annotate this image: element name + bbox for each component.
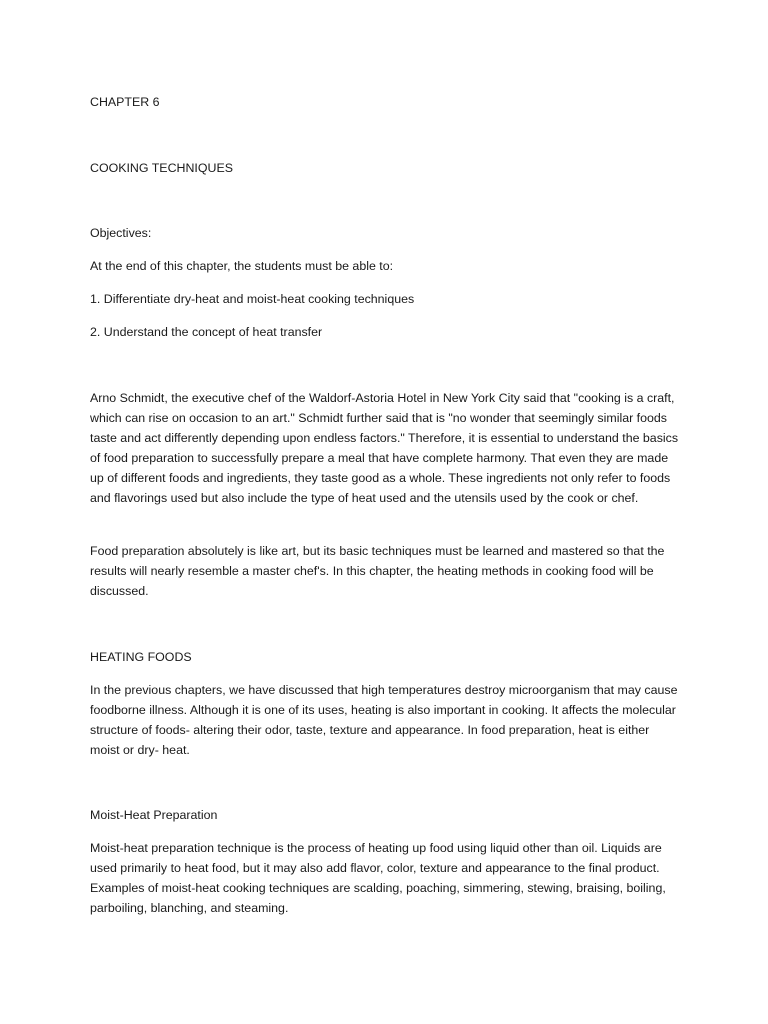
section-heading-heating-foods: HEATING FOODS xyxy=(90,650,192,664)
intro-paragraph-2: Food preparation absolutely is like art, but its basic techniques must be learned and mastered so that the results will nearly resemble a master chef's. In this chapter, the heating methods in cooking food will be discussed. xyxy=(90,544,665,598)
intro-paragraph-1: Arno Schmidt, the executive chef of the Waldorf-Astoria Hotel in New York City said that "cooking is a craft, which can rise on occasion to an art." Schmidt further said that is "no wonder that seemingly similar foods taste and act differently depending upon endless factors." Therefore, it is essential to understand the basics of food preparation to successfully prepare a meal that have complete harmony. That even they are made up of different foods and ingredients, they taste good as a whole. These ingredients not only refer to foods and flavorings used but also include the type of heat used and the utensils used by the cook or chef. xyxy=(90,391,679,505)
heating-foods-paragraph: In the previous chapters, we have discussed that high temperatures destroy microorganism that may cause foodborne illness. Although it is one of its uses, heating is also important in cooking. It affects the molecular structure of foods- altering their odor, taste, texture and appearance. In food preparation, heat is either moist or dry- heat. xyxy=(90,683,678,757)
objectives-intro: At the end of this chapter, the students must be able to: xyxy=(90,259,394,273)
section-heading-moist-heat: Moist-Heat Preparation xyxy=(90,808,218,822)
chapter-label: CHAPTER 6 xyxy=(90,95,160,109)
chapter-title: COOKING TECHNIQUES xyxy=(90,161,233,175)
objective-item-2: 2. Understand the concept of heat transfer xyxy=(90,325,323,339)
objective-item-1: 1. Differentiate dry-heat and moist-heat cooking techniques xyxy=(90,292,415,306)
objectives-heading: Objectives: xyxy=(90,226,152,240)
moist-heat-paragraph: Moist-heat preparation technique is the process of heating up food using liquid other than oil. Liquids are used primarily to heat food, but it may also add flavor, color, texture and appearance to the final product. Examples of moist-heat cooking techniques are scalding, poaching, simmering, stewing, braising, boiling, parboiling, blanching, and steaming. xyxy=(90,841,666,915)
